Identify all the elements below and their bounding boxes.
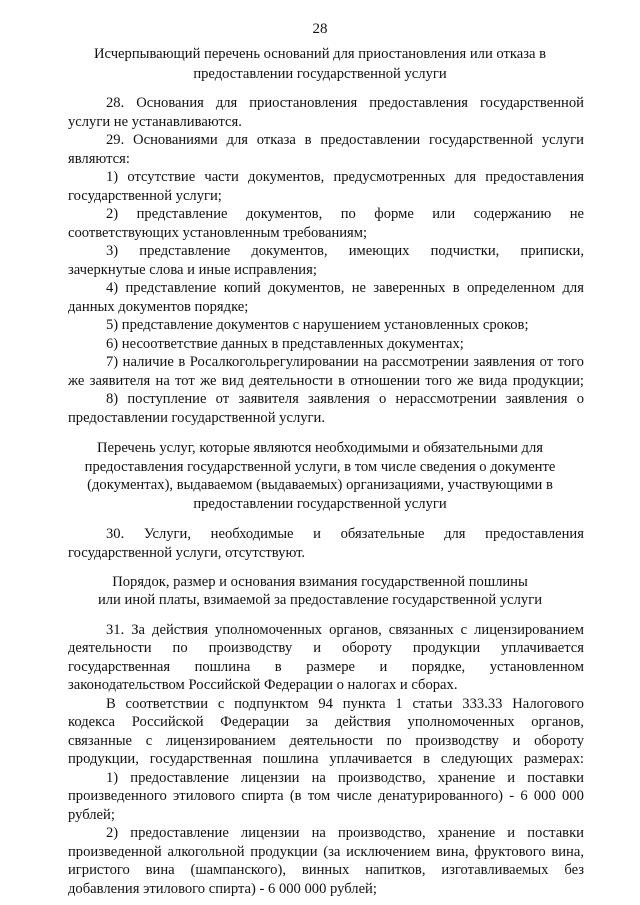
word: поступление [127,391,207,407]
word: изготавливаемых [441,862,549,878]
word: на [155,373,170,389]
word: государственная [149,751,252,767]
text-line-h2-line1: Перечень услуг, которые являются необходимыми и обязательными для [97,440,543,456]
word: представление [125,280,217,296]
word: копий [223,280,261,296]
word: 31. [106,622,125,638]
text-line-f1-line1 [106,769,584,788]
word: с [145,733,153,749]
text-line-p31-line3 [68,658,584,677]
word: продукции [412,640,481,656]
word: отказа [256,132,296,148]
word: государственной [429,132,534,148]
word: установленном [489,659,584,675]
word: 94 [318,696,333,712]
word: 1) [106,770,119,786]
word: определенном [466,280,556,296]
text-line-h3-line1: Порядок, размер и основания взимания государственной пошлины [112,574,528,590]
word: - [509,788,515,804]
word: на [311,770,326,786]
word: статьи [412,696,453,712]
word: соответствии [125,696,209,712]
word: и [313,640,322,656]
word: 29. [106,132,125,148]
word: лицензированием [474,622,584,638]
text-line-h2-line3: (документах), выдаваемом (выдаваемых) организациями, участвующими в [87,477,553,493]
word: размере [306,659,356,675]
word: с [217,696,225,712]
word: исключением [346,844,431,860]
text-line-i1-line2: государственной услуги; [68,188,222,204]
text-line-i3-line1 [106,242,584,261]
word: поставки [527,825,584,841]
word: Услуги, [143,526,191,542]
word: документов, [251,243,328,259]
word: 000 [562,788,584,804]
word: на [311,825,326,841]
word: поставки [527,770,584,786]
word: 30. [106,526,125,542]
word: государственной [479,95,584,111]
word: уполномоченных [407,714,515,730]
word: лицензированием [165,733,276,749]
word: приостановления [249,95,358,111]
word: вина, [436,844,469,860]
word: в [178,354,186,370]
word: Росалкогольрегулировании [189,354,359,370]
word: о [378,391,387,407]
word: о [576,391,584,407]
word: с [460,622,468,638]
word: заявителя [89,373,151,389]
word: услуги [541,132,584,148]
text-line-h1-line1: Исчерпывающий перечень оснований для приостановления или отказа в [93,46,547,62]
word: и [379,659,388,675]
word: (в [289,788,302,804]
word: заверенных [373,280,446,296]
word: по [172,640,188,656]
word: 1 [395,696,403,712]
text-line-i7-line2 [68,372,584,391]
word: документов, [245,206,323,222]
word: Федерации [220,714,290,730]
word: в [338,373,346,389]
word: винных [301,862,350,878]
word: производство, [337,825,426,841]
word: предоставления [485,526,584,542]
word: игристого [68,862,130,878]
word: 4) [106,280,119,296]
word: предусмотренных [333,169,446,185]
text-line-i3-line2: зачеркнутые слова и иные исправления; [68,262,317,278]
word: для [562,280,584,296]
word: в [304,132,312,148]
word: по [340,206,356,222]
text-line-p31-line1 [106,621,584,640]
word: 1) [106,169,119,185]
word: не [351,280,367,296]
text-line-i8-line1 [106,390,584,409]
word: форме [374,206,414,222]
word: того [425,373,452,389]
word: имеющих [348,243,410,259]
word: части [204,169,239,185]
word: заявления [505,391,568,407]
word: продукции, [68,751,139,767]
word: отношении [350,373,421,389]
word: производство, [337,770,426,786]
word: заявления [308,391,370,407]
text-line-p31b-line4 [68,750,584,769]
text-line-p28-line2: услуги не устанавливаются. [68,114,242,130]
word: размерах: [523,751,584,767]
word: пункта [342,696,386,712]
word: хранение [437,825,496,841]
word: по [386,733,402,749]
word: государственная [68,659,171,675]
word: (шампанского), [190,862,286,878]
text-line-p29-line2: являются: [68,151,130,167]
word: продукции [250,844,318,860]
word: вида [478,373,508,389]
word: производству [208,640,293,656]
text-line-p30-line2: государственной услуги, отсутствуют. [68,545,306,561]
text-line-i8-line2: предоставлении государственной услуги. [68,410,325,426]
word: без [564,862,584,878]
word: предоставления [369,95,468,111]
word: и [507,825,516,841]
word: на [363,354,378,370]
word: Основаниями [133,132,218,148]
word: том [307,788,331,804]
word: лицензии [240,770,300,786]
word: вид [221,373,244,389]
text-line-p30-line1 [106,525,584,544]
word: документов, [268,280,345,296]
word: рассмотрении [382,354,469,370]
text-line-h2-line2: предоставления государственной услуги, в том числе сведения о документе [84,459,556,475]
word: денатурированного) [378,788,503,804]
word: и [512,733,521,749]
text-line-i1-line1 [106,168,584,187]
text-line-f2-line3 [68,861,584,880]
word: необходимые [210,526,294,542]
word: этилового [173,788,236,804]
text-line-i4-line1 [106,279,584,298]
word: органов, [329,622,382,638]
word: не [569,206,584,222]
word: в [274,659,282,675]
word: пошлина [194,659,251,675]
text-line-f1-line3: рублей; [68,807,115,823]
word: пошлина [262,751,319,767]
word: алкогольной [167,844,245,860]
word: того [557,354,584,370]
word: 333.33 [462,696,503,712]
text-line-p31b-line1 [106,695,584,714]
word: от [539,354,554,370]
word: 7) [106,354,119,370]
word: наличие [122,354,174,370]
word: предоставление [130,825,229,841]
text-line-f1-line2 [68,787,584,806]
word: 2) [106,825,119,841]
word: произведенного [68,788,167,804]
word: действия [152,622,209,638]
text-line-p31-line2 [68,639,584,658]
word: тот [175,373,195,389]
word: (за [323,844,341,860]
word: спирта [241,788,284,804]
word: 3) [106,243,119,259]
word: для [454,169,477,185]
word: же [68,373,85,389]
word: хранение [437,770,496,786]
word: вина [145,862,175,878]
word: в [452,280,460,296]
word: предоставлении [320,132,421,148]
word: действия [334,714,391,730]
word: обороту [534,733,584,749]
word: заявления [473,354,536,370]
text-line-p29-line1 [106,131,584,150]
word: же [200,373,217,389]
word: В [106,696,116,712]
word: отсутствие [127,169,196,185]
word: связанные [68,733,133,749]
word: предоставление [130,770,229,786]
word: лицензии [240,825,300,841]
word: напитков, [365,862,426,878]
word: и [313,526,321,542]
text-line-p31-line4: законодательством Российской Федерации о налогах и сборах. [68,677,458,693]
text-line-f2-line2 [68,843,584,862]
word: деятельности [68,640,152,656]
word: 8) [106,391,119,407]
word: связанных [388,622,454,638]
word: производству [415,733,499,749]
word: органов, [531,714,584,730]
word: или [432,206,456,222]
word: вина, [551,844,584,860]
text-line-h1-line2: предоставлении государственной услуги [193,66,447,82]
word: представление [136,206,228,222]
word: уплачивается [329,751,413,767]
word: подчистки, [430,243,500,259]
text-line-h3-line2: или иной платы, взимаемой за предоставление государственной услуги [97,592,543,608]
text-line-i5-line1: 5) представление документов с нарушением установленных сроков; [106,317,529,333]
word: в [423,751,431,767]
text-line-p31b-line3 [68,732,584,751]
word: содержанию [473,206,552,222]
word: обороту [342,640,392,656]
word: нерассмотрении [395,391,497,407]
text-line-f2-line1 [106,824,584,843]
word: произведенной [68,844,162,860]
word: фруктового [474,844,546,860]
text-line-h2-line4: предоставлении государственной услуги [193,496,447,512]
text-line-i4-line2: данных документов порядке; [68,299,249,315]
word: Основания [136,95,204,111]
word: уплачивается [501,640,584,656]
word: порядке, [411,659,466,675]
word: следующих [440,751,513,767]
word: документов, [248,169,325,185]
word: 2) [106,206,119,222]
word: числе [336,788,372,804]
word: для [215,95,238,111]
word: Налогового [512,696,584,712]
word: представление [139,243,231,259]
word: предоставления [485,169,584,185]
word: 000 [533,788,556,804]
word: заявителя [238,391,299,407]
text-line-p28-line1 [106,94,584,113]
word: кодекса [68,714,115,730]
page-number: 28 [312,21,328,37]
word: для [226,132,248,148]
text-line-i2-line2: соответствующих установленным требованиям; [68,225,368,241]
word: 28. [106,95,125,111]
text-line-p31b-line2 [68,713,584,732]
text-line-i6-line1: 6) несоответствие данных в представленных документах; [106,336,464,352]
word: продукции; [512,373,584,389]
word: 6 [520,788,528,804]
word: Российской [131,714,204,730]
word: подпунктом [234,696,309,712]
word: обязательные [340,526,425,542]
text-line-i7-line1 [106,353,584,372]
text-line-f2-line4: добавления этилового спирта) - 6 000 000 рублей; [68,881,377,897]
word: деятельности [249,373,333,389]
word: приписки, [520,243,584,259]
word: и [507,770,516,786]
word: уполномоченных [215,622,323,638]
word: за [305,714,319,730]
word: от [215,391,230,407]
word: же [457,373,474,389]
word: деятельности [289,733,373,749]
text-line-i2-line1 [106,205,584,224]
word: для [444,526,466,542]
word: За [131,622,146,638]
